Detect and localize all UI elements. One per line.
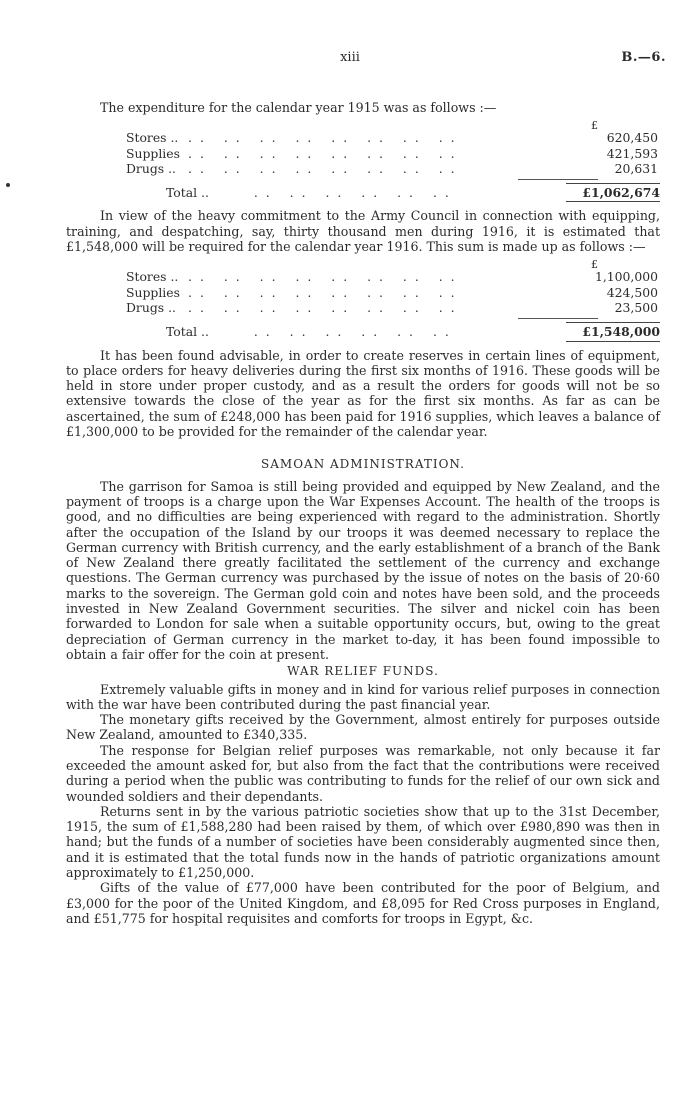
row-value: 424,500 (606, 284, 658, 300)
expenditure-1915-intro: The expenditure for the calendar year 1915 was as follows :— (100, 100, 497, 115)
section-title-samoa: SAMOAN ADMINISTRATION. (261, 457, 465, 472)
total-value: £1,062,674 (566, 183, 660, 202)
row-label: Stores .. (126, 269, 179, 285)
page-header (0, 50, 700, 70)
document-reference: B.—6. (621, 50, 666, 65)
leader-dots: .. .. .. .. .. .. .. .. (188, 160, 463, 176)
row-value: 421,593 (606, 145, 658, 161)
page-body (66, 100, 660, 926)
paragraph-samoa: The garrison for Samoa is still being provided and equipped by New Zealand, and the payment of troops is a charge upon the War Expenses Account. The health of the troops is good, and no difficulties are being experienced with regard to the administration. Shortly after the occupation of the Island by our troops it was deemed necessary to replace the German currency with British currency, and the early establishment of a branch of the Bank of New Zealand there greatly facilitated the settlement of the currency and exchange questions. The German currency was purchased by the issue of notes on the basis of 20·60 marks to the sovereign. The German gold coin and notes have been sold, and the proceeds invested in New Zealand Government securities. The silver and nickel coin has been forwarded to London for sale when a suitable opportunity occurs, but, owing to the great depreciation of German currency in the market to-day, it has been found impossible to obtain a fair offer for the coin at present. (66, 478, 660, 662)
leader-dots: .. .. .. .. .. .. .. .. (188, 130, 463, 146)
row-value: 620,450 (606, 130, 658, 146)
expenditure-1916-table (66, 257, 660, 339)
table-row (66, 269, 660, 284)
row-value: 20,631 (614, 160, 658, 176)
row-label: Supplies (126, 284, 180, 300)
total-value: £1,548,000 (566, 322, 660, 341)
paragraph-relief-2: The monetary gifts received by the Government, almost entirely for purposes outside New Zealand, amounted to £340,335. (66, 712, 660, 743)
paragraph-reserves: It has been found advisable, in order to create reserves in certain lines of equipment, to place orders for heavy deliveries during the first six months of 1916. These goods will be held in store under proper custody, and as a result the orders for goods will not be so extensive towards the close of the year as for the first six months. As far as can be ascertained, the sum of £248,000 has been paid for 1916 supplies, which leaves a balance of £1,300,000 to be provided for the remainder of the calendar year. (66, 347, 660, 440)
page-number: xiii (340, 50, 360, 65)
table-row (66, 146, 660, 161)
table-row (66, 285, 660, 300)
row-value: 1,100,000 (594, 269, 658, 285)
paragraph-relief-5: Gifts of the value of £77,000 have been contributed for the poor of Belgium, and £3,000 for the poor of the United Kingdom, and £8,095 for Red Cross purposes in England, and £51,775 for hospital requisites and comforts for troops in Egypt, &c. (66, 880, 660, 926)
expenditure-1915-table (66, 118, 660, 200)
currency-symbol: £ (591, 119, 598, 133)
leader-dots: .. .. .. .. .. .. (253, 324, 457, 340)
leader-dots: .. .. .. .. .. .. .. .. (188, 299, 463, 315)
row-label: Drugs .. (126, 299, 176, 315)
row-label: Supplies (126, 145, 180, 161)
table-row (66, 130, 660, 145)
total-row (66, 185, 660, 200)
paragraph-relief-4: Returns sent in by the various patriotic societies show that up to the 31st December, 1915, the sum of £1,588,280 had been raised by them, of which over £980,890 was then in hand; but the funds of a number of societies have been considerably augmented since then, and it is estimated that the total funds now in the hands of patriotic organizations amount approximately to £1,250,000. (66, 803, 660, 881)
currency-symbol: £ (591, 258, 598, 272)
table-row (66, 161, 660, 176)
leader-dots: .. .. .. .. .. .. .. .. (188, 284, 463, 300)
margin-dot (6, 183, 10, 187)
total-row (66, 324, 660, 339)
paragraph-commitment: In view of the heavy commitment to the Army Council in connection with equipping, training, and despatching, say, thirty thousand men during 1916, it is estimated that £1,548,000 will be required for the calendar year 1916. This sum is made up as follows :— (66, 208, 660, 255)
total-label: Total .. (166, 324, 209, 340)
section-title-war-relief: WAR RELIEF FUNDS. (287, 664, 439, 679)
sum-rule (518, 318, 598, 319)
row-label: Stores .. (126, 130, 179, 146)
table-row (66, 300, 660, 315)
row-label: Drugs .. (126, 160, 176, 176)
leader-dots: .. .. .. .. .. .. .. .. (188, 145, 463, 161)
paragraph-relief-3: The response for Belgian relief purposes was remarkable, not only because it far exceeded the amount asked for, but also from the fact that the contributions were received during a period when the public was contributing to funds for the relief of our own sick and wounded soldiers and their dependants. (66, 742, 660, 804)
sum-rule (518, 179, 598, 180)
paragraph-relief-1: Extremely valuable gifts in money and in kind for various relief purposes in connection with the war have been contributed during the past financial year. (66, 681, 660, 712)
leader-dots: .. .. .. .. .. .. (253, 185, 457, 201)
total-label: Total .. (166, 185, 209, 201)
leader-dots: .. .. .. .. .. .. .. .. (188, 269, 463, 285)
row-value: 23,500 (614, 299, 658, 315)
